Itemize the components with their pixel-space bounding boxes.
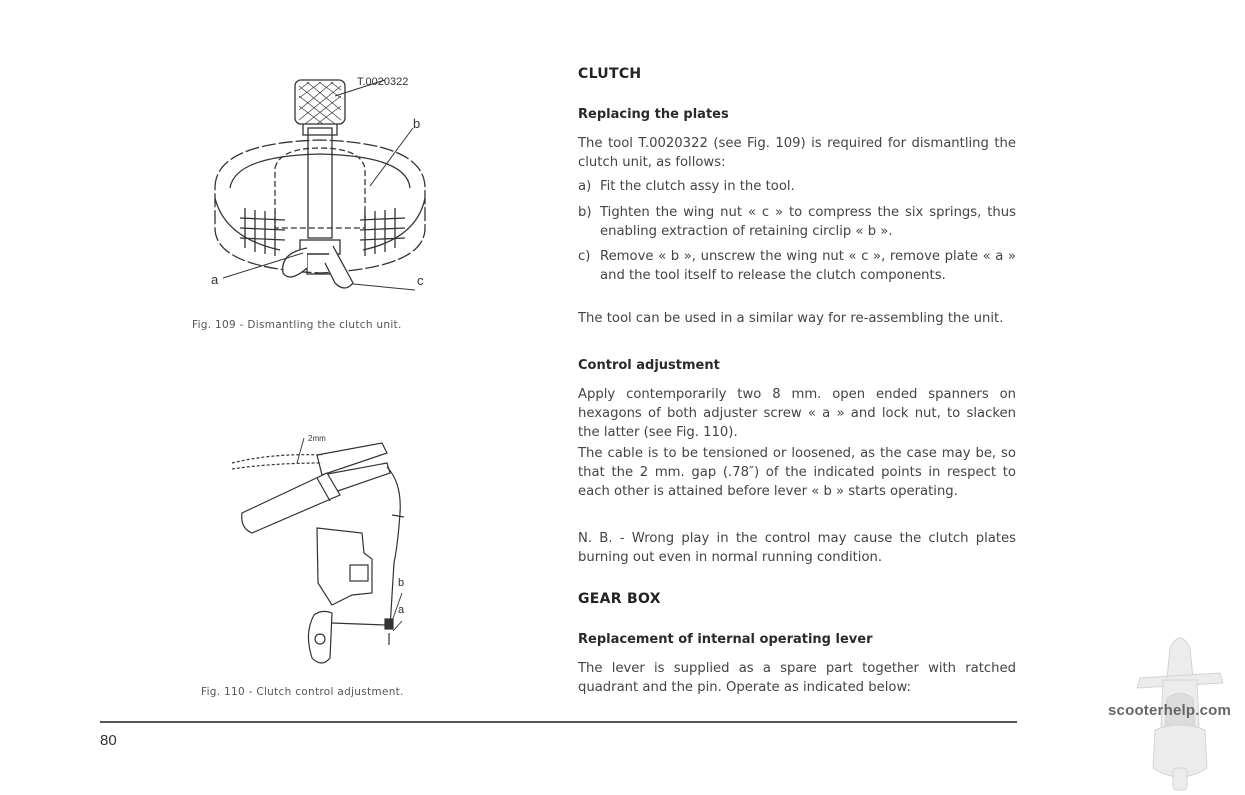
step-b-text: Tighten the wing nut « c » to compress the six springs, thus enabling extraction of retaining circlip « b ».	[600, 205, 1016, 239]
lever-para: The lever is supplied as a spare part together with ratched quadrant and the pin. Operate as indicated below:	[578, 661, 1016, 695]
step-b	[578, 203, 1016, 243]
fig109-tool-label: T.0020322	[357, 76, 409, 88]
control-para2: The cable is to be tensioned or loosened, as the case may be, so that the 2 mm. gap (.78″) of the indicated points in respect to each other is attained before lever « b » starts operating.	[578, 446, 1016, 499]
fig110-caption: Fig. 110 - Clutch control adjustment.	[201, 686, 404, 698]
gearbox-heading: GEAR BOX	[578, 591, 661, 607]
step-c-label: c)	[578, 249, 591, 264]
step-a-label: a)	[578, 179, 592, 194]
control-adjustment-heading: Control adjustment	[578, 358, 720, 373]
lever-replacement-heading: Replacement of internal operating lever	[578, 632, 873, 647]
replacing-intro: The tool T.0020322 (see Fig. 109) is required for dismantling the clutch unit, as follows:	[578, 136, 1016, 170]
footer-rule	[100, 721, 1017, 723]
replacing-outro: The tool can be used in a similar way for re-assembling the unit.	[578, 311, 1004, 326]
fig110-gap-label: 2mm	[308, 434, 326, 443]
control-para1: Apply contemporarily two 8 mm. open ended spanners on hexagons of both adjuster screw « a » and lock nut, to slacken the latter (see Fig. 110).	[578, 387, 1016, 440]
fig110-label-a: a	[398, 604, 405, 616]
step-c-text: Remove « b », unscrew the wing nut « c », remove plate « a » and the tool itself to release the clutch components.	[600, 249, 1016, 283]
step-a-text: Fit the clutch assy in the tool.	[600, 179, 795, 194]
clutch-heading: CLUTCH	[578, 66, 642, 82]
watermark-text: scooterhelp.com	[1108, 702, 1232, 719]
fig109-label-c: c	[417, 273, 424, 288]
step-b-label: b)	[578, 205, 592, 220]
page-number: 80	[100, 732, 117, 749]
control-note: N. B. - Wrong play in the control may cause the clutch plates burning out even in normal running condition.	[578, 531, 1016, 565]
step-a	[578, 177, 1016, 196]
fig110-clutch-control-illustration	[222, 433, 422, 665]
fig109-clutch-tool-illustration	[195, 68, 445, 298]
step-c	[578, 247, 1016, 305]
replacing-plates-heading: Replacing the plates	[578, 107, 729, 122]
fig109-label-a: a	[211, 272, 219, 287]
fig109-caption: Fig. 109 - Dismantling the clutch unit.	[192, 319, 402, 331]
fig110-label-b: b	[398, 577, 405, 589]
fig109-label-b: b	[413, 116, 421, 131]
